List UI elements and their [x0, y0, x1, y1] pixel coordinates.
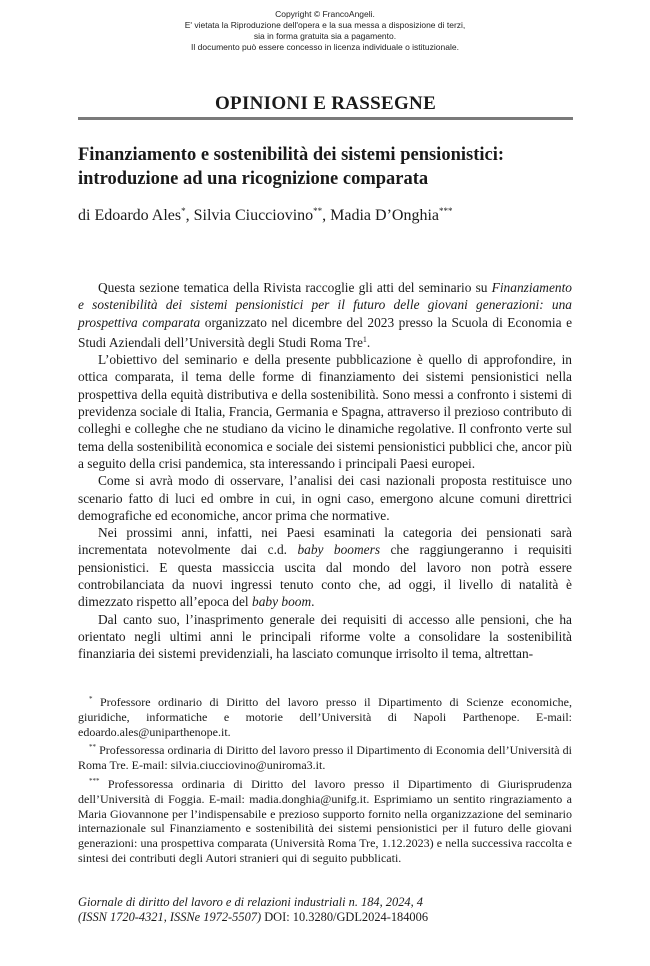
- copyright-line: Il documento può essere concesso in licenza individuale o istituzionale.: [191, 42, 459, 52]
- journal-citation: [78, 895, 572, 926]
- paragraph-text: Questa sezione tematica della Rivista raccoglie gli atti del seminario su: [98, 280, 492, 295]
- body-paragraph: L’obiettivo del seminario e della presente pubblicazione è quello di approfondire, in ottica comparata, il tema delle forme di finanziamento dei sistemi pensionistici nella prospettiva della equità distributiva e della sostenibilità. Sono messi a confronto i sistemi di previdenza sociale di Italia, Francia, Germania e Spagna, attraverso il prezioso contributo di colleghi e colleghe che ne studiano da vicino le dinamiche regolative. Il confronto verte sul tema della sostenibilità economica e sociale dei sistemi pensionistici pubblici che, ancor più a seguito della crisi pandemica, sta interessando i principali Paesi europei.: [78, 352, 572, 471]
- footnotes: [78, 692, 572, 867]
- footnote-mark[interactable]: ***: [439, 206, 453, 216]
- footnote-text: Professore ordinario di Diritto del lavoro presso il Dipartimento di Scienze economiche, giuridiche, informatiche e motorie dell’Università di Napoli Parthenope. E-mail: edoardo.ales@uniparthenope.it.: [78, 695, 572, 739]
- article-title-line-2: introduzione ad una ricognizione comparata: [78, 169, 429, 189]
- author-list: [78, 206, 578, 225]
- author-name: Silvia Ciucciovino: [193, 207, 314, 224]
- footnote-mark[interactable]: *: [181, 206, 186, 216]
- paragraph-text: .: [366, 334, 371, 350]
- paragraph-text: Nei prossimi anni, infatti, nei Paesi esaminati la categoria dei pensionati sarà incrementata notevolmente dai c.d.: [78, 525, 572, 558]
- journal-ids: [78, 910, 572, 925]
- journal-issn: (ISSN 1720-4321, ISSNe 1972-5507): [78, 910, 262, 925]
- copyright-line: Copyright © FrancoAngeli.: [275, 9, 375, 19]
- footnote: [78, 692, 572, 739]
- footnote-mark: ***: [89, 776, 100, 785]
- copyright-line: sia in forma gratuita sia a pagamento.: [253, 31, 397, 41]
- body-paragraph: Dal canto suo, l’inasprimento generale dei requisiti di accesso alle pensioni, che ha orientato negli ultimi anni le principali riforme volte a consolidare la sostenibilità finanziaria dei sistemi previdenziali, ha lasciato comunque irrisolto il tema, altrettan-: [78, 611, 572, 662]
- seminar-title-italic: Finanziamento e sostenibilità dei sistemi pensionistici per il futuro delle giovani generazioni: una prospettiva comparata: [78, 280, 572, 330]
- italic-term: baby boomers: [297, 542, 381, 558]
- footnote-text: Professoressa ordinaria di Diritto del lavoro presso il Dipartimento di Giurisprudenza dell’Università di Foggia. E-mail: madia.donghia@unifg.it. Esprimiamo un sentito ringraziamento a Maria Giovannone per l’indispensabile e prezioso supporto fornito nella organizzazione del seminario internazionale sul Finanziamento e sostenibilità dei sistemi pensionistici per il futuro delle giovani generazioni: una prospettiva comparata (Università Roma Tre, 1.12.2023) e nella successiva raccolta e sintesi dei contributi degli Autori stranieri qui di seguito pubblicati.: [78, 776, 572, 865]
- body-paragraph: [78, 524, 572, 610]
- author-name: Madia D’Onghia: [330, 207, 440, 224]
- body-paragraph: Come si avrà modo di osservare, l’analisi dei casi nazionali proposta restituisce uno scenario fatto di luci ed ombre in cui, in ogni caso, emergono alcune comuni direttrici demografiche ed economiche, ancor prima che normative.: [78, 473, 572, 523]
- article-title-line-1: Finanziamento e sostenibilità dei sistemi pensionistici:: [78, 145, 505, 165]
- copyright-line: E' vietata la Riproduzione dell'opera e la sua messa a disposizione di terzi,: [184, 20, 466, 30]
- paragraph-text: organizzato nel dicembre del 2023 presso la Scuola di Economia e Studi Aziendali dell’Università degli Studi Roma Tre: [78, 314, 573, 350]
- author-prefix: di: [78, 207, 95, 224]
- italic-term: baby boom: [252, 594, 312, 610]
- footnote: [78, 740, 572, 773]
- author-name: Edoardo Ales: [94, 207, 182, 224]
- author-separator: ,: [322, 207, 331, 224]
- section-title: OPINIONI E RASSEGNE: [214, 93, 437, 114]
- paragraph-text: .: [311, 594, 315, 610]
- journal-doi[interactable]: DOI: 10.3280/GDL2024-184006: [261, 910, 429, 925]
- journal-name: Giornale di diritto del lavoro e di relazioni industriali n. 184, 2024, 4: [78, 895, 423, 909]
- body-paragraph: [78, 279, 572, 351]
- paragraph-text: che raggiungeranno i requisiti pensionistici. E questa massiccia uscita dal mondo del lavoro non potrà essere controbilanciata da nuovi ingressi tenuto conto che, ad oggi, il livello di natalità è dimezzato rispetto all’epoca del: [78, 542, 572, 610]
- footnote-mark[interactable]: **: [313, 206, 323, 216]
- article-body: [78, 279, 572, 663]
- section-divider: [78, 117, 573, 120]
- footnote-mark: **: [89, 743, 96, 752]
- footnote: [78, 774, 572, 866]
- copyright-notice: [0, 9, 650, 53]
- article-title: [78, 143, 578, 191]
- footnote-ref[interactable]: 1: [362, 334, 367, 344]
- author-separator: ,: [185, 207, 194, 224]
- footnote-mark: *: [89, 695, 93, 703]
- footnote-text: Professoressa ordinaria di Diritto del lavoro presso il Dipartimento di Economia dell’Università di Roma Tre. E-mail: silvia.ciucciovino@uniroma3.it.: [78, 743, 572, 773]
